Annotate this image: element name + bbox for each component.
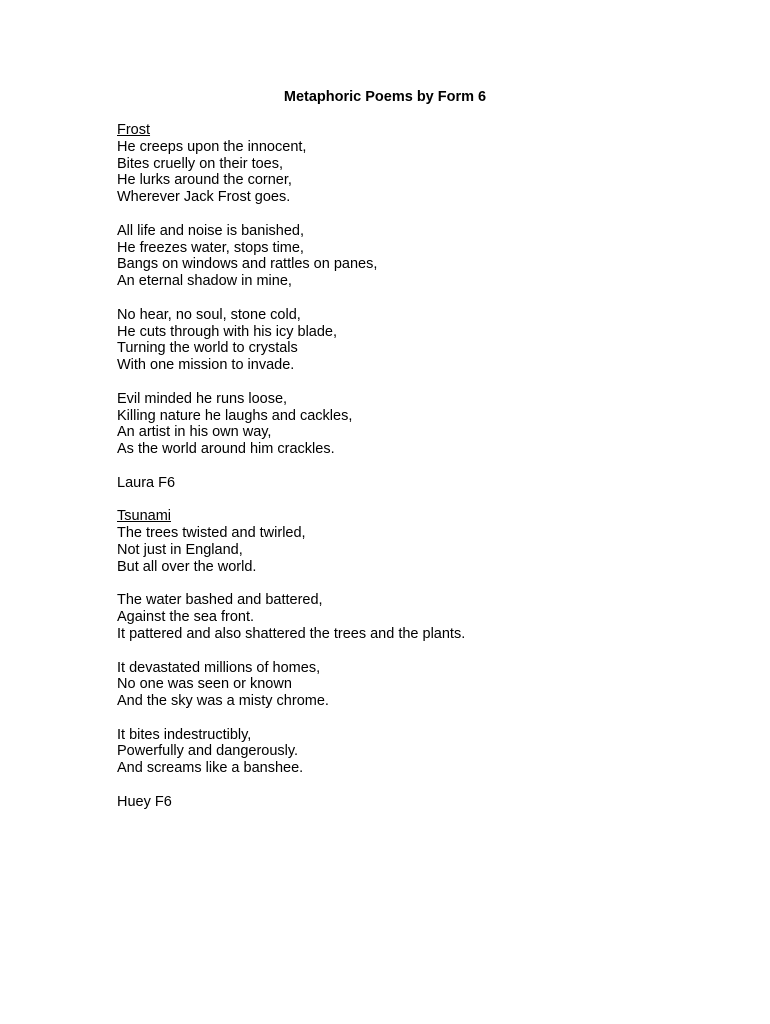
- poem-line: And screams like a banshee.: [117, 760, 304, 777]
- poem-line: With one mission to invade.: [117, 357, 295, 374]
- stanza-gap: [117, 374, 717, 391]
- poem-line: Bites cruelly on their toes,: [117, 155, 284, 172]
- poem-author: Huey F6: [117, 793, 172, 810]
- poem-line: Powerfully and dangerously.: [117, 743, 299, 760]
- poem-line: But all over the world.: [117, 558, 257, 575]
- poem-title: Frost: [117, 122, 151, 138]
- poem-line: Killing nature he laughs and cackles,: [117, 407, 353, 424]
- stanza-gap: [117, 710, 717, 727]
- poem-line: The trees twisted and twirled,: [117, 525, 306, 542]
- stanza: [117, 223, 717, 290]
- poem-line: It bites indestructibly,: [117, 726, 252, 743]
- poem-line: It devastated millions of homes,: [117, 659, 321, 676]
- stanza: [117, 727, 717, 777]
- poem-line: He freezes water, stops time,: [117, 239, 304, 256]
- poem-line: Turning the world to crystals: [117, 340, 298, 357]
- poem-title: Tsunami: [117, 508, 171, 525]
- poem-line: Against the sea front.: [117, 609, 255, 626]
- stanza: [117, 307, 717, 374]
- poem-line: An artist in his own way,: [117, 424, 272, 441]
- poem-line: And the sky was a misty chrome.: [117, 693, 329, 710]
- poem-tsunami: [117, 508, 717, 810]
- poem-gap: [117, 492, 717, 509]
- poem-line: It pattered and also shattered the trees and the plants.: [117, 625, 466, 642]
- stanza: [117, 391, 717, 458]
- poem-line: Bangs on windows and rattles on panes,: [117, 256, 378, 273]
- poems-content: [117, 122, 717, 811]
- stanza-gap: [117, 206, 717, 223]
- poem-line: No one was seen or known: [117, 676, 292, 693]
- stanza: [117, 592, 717, 642]
- poem-line: No hear, no soul, stone cold,: [117, 306, 301, 323]
- poem-line: An eternal shadow in mine,: [117, 273, 292, 290]
- poem-line: Wherever Jack Frost goes.: [117, 189, 291, 206]
- poem-line: He cuts through with his icy blade,: [117, 323, 338, 340]
- stanza: [117, 660, 717, 710]
- stanza-gap: [117, 777, 717, 794]
- poem-line: He creeps upon the innocent,: [117, 138, 307, 155]
- poem-line: The water bashed and battered,: [117, 592, 323, 609]
- poem-frost: [117, 122, 717, 492]
- stanza-gap: [117, 290, 717, 307]
- poem-author: Laura F6: [117, 474, 176, 491]
- stanza-gap: [117, 576, 717, 593]
- stanza: [117, 525, 717, 575]
- poem-line: He lurks around the corner,: [117, 172, 292, 189]
- document-title: Metaphoric Poems by Form 6: [283, 89, 487, 105]
- stanza-gap: [117, 458, 717, 475]
- stanza: [117, 139, 717, 206]
- stanza-gap: [117, 643, 717, 660]
- poem-line: Evil minded he runs loose,: [117, 390, 288, 407]
- poem-line: As the world around him crackles.: [117, 441, 335, 458]
- poem-line: Not just in England,: [117, 541, 243, 558]
- poem-line: All life and noise is banished,: [117, 222, 305, 239]
